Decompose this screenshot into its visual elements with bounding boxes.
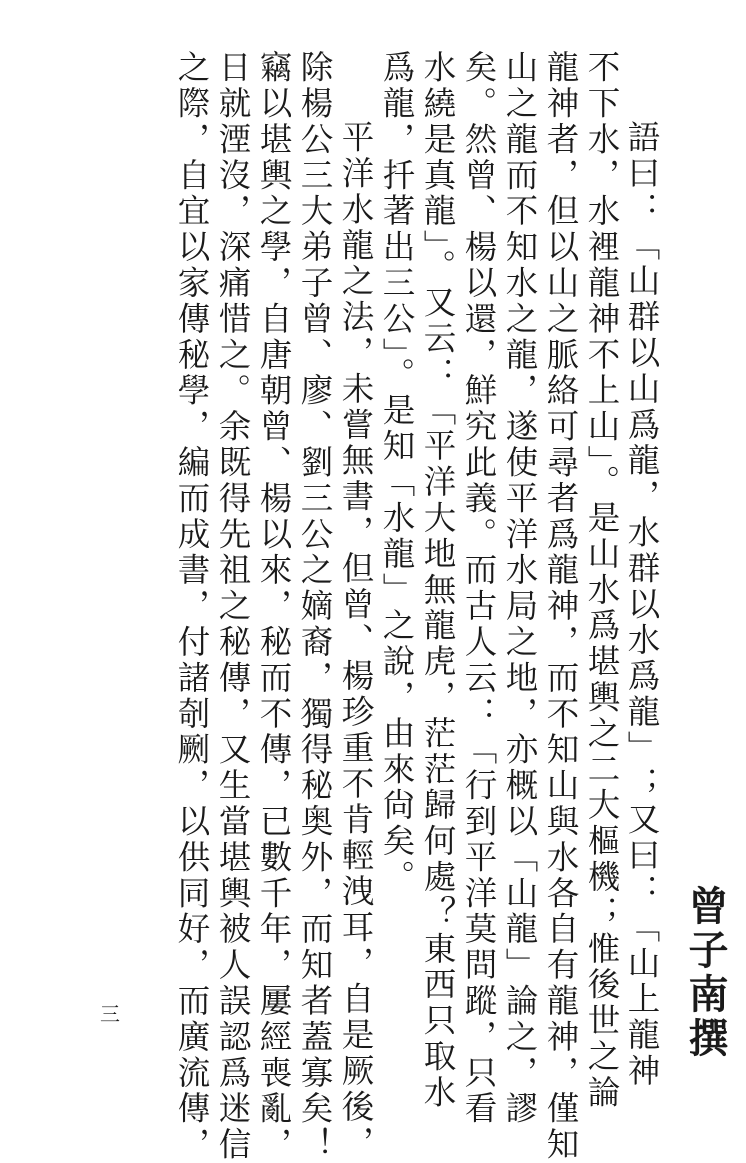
- text-column-2: 不下水，水裡龍神不上山」。是山水爲堪輿之二大樞機；惟後世之論: [583, 50, 621, 1111]
- text-column-10: 竊以堪輿之學，自唐朝曾、楊以來，秘而不傳，已數千年，屢經喪亂，: [255, 50, 293, 1163]
- text-column-12: 之際，自宜以家傳秘學，編而成書，付諸剞劂，以供同好，而廣流傳，: [173, 50, 211, 1163]
- text-column-4: 山之龍而不知水之龍，遂使平洋水局之地，亦概以「山龍」論之，謬: [501, 50, 539, 1127]
- text-column-6: 水繞是真龍」。又云：「平洋大地無龍虎，茫茫歸何處？東西只取水: [419, 50, 457, 1111]
- text-column-1: 語曰：「山群以山爲龍，水群以水爲龍」；又曰：「山上龍神: [623, 120, 661, 1090]
- text-column-8: 平洋水龍之法，未嘗無書，但曾、楊珍重不肯輕洩耳，自是厥後，: [337, 120, 375, 1162]
- text-column-9: 除楊公三大弟子曾、廖、劉三公之嫡裔，獨得秘奥外，而知者蓋寡矣！: [296, 50, 334, 1163]
- page-number: 三: [100, 1002, 120, 1026]
- text-column-3: 龍神者，但以山之脈絡可尋者爲龍神，而不知山與水各自有龍神，僅知: [542, 50, 580, 1163]
- text-column-11: 日就湮沒，深痛惜之。余既得先祖之秘傳，又生當堪輿被人誤認爲迷信: [214, 50, 252, 1163]
- text-column-5: 矣。然曾、楊以還，鮮究此義。而古人云：「行到平洋莫問蹤，只看: [460, 50, 498, 1127]
- author-heading: 曾子南撰: [682, 885, 729, 1061]
- text-column-7: 爲龍，扦著出三公」。是知「水龍」之說，由來尙矣。: [378, 50, 416, 896]
